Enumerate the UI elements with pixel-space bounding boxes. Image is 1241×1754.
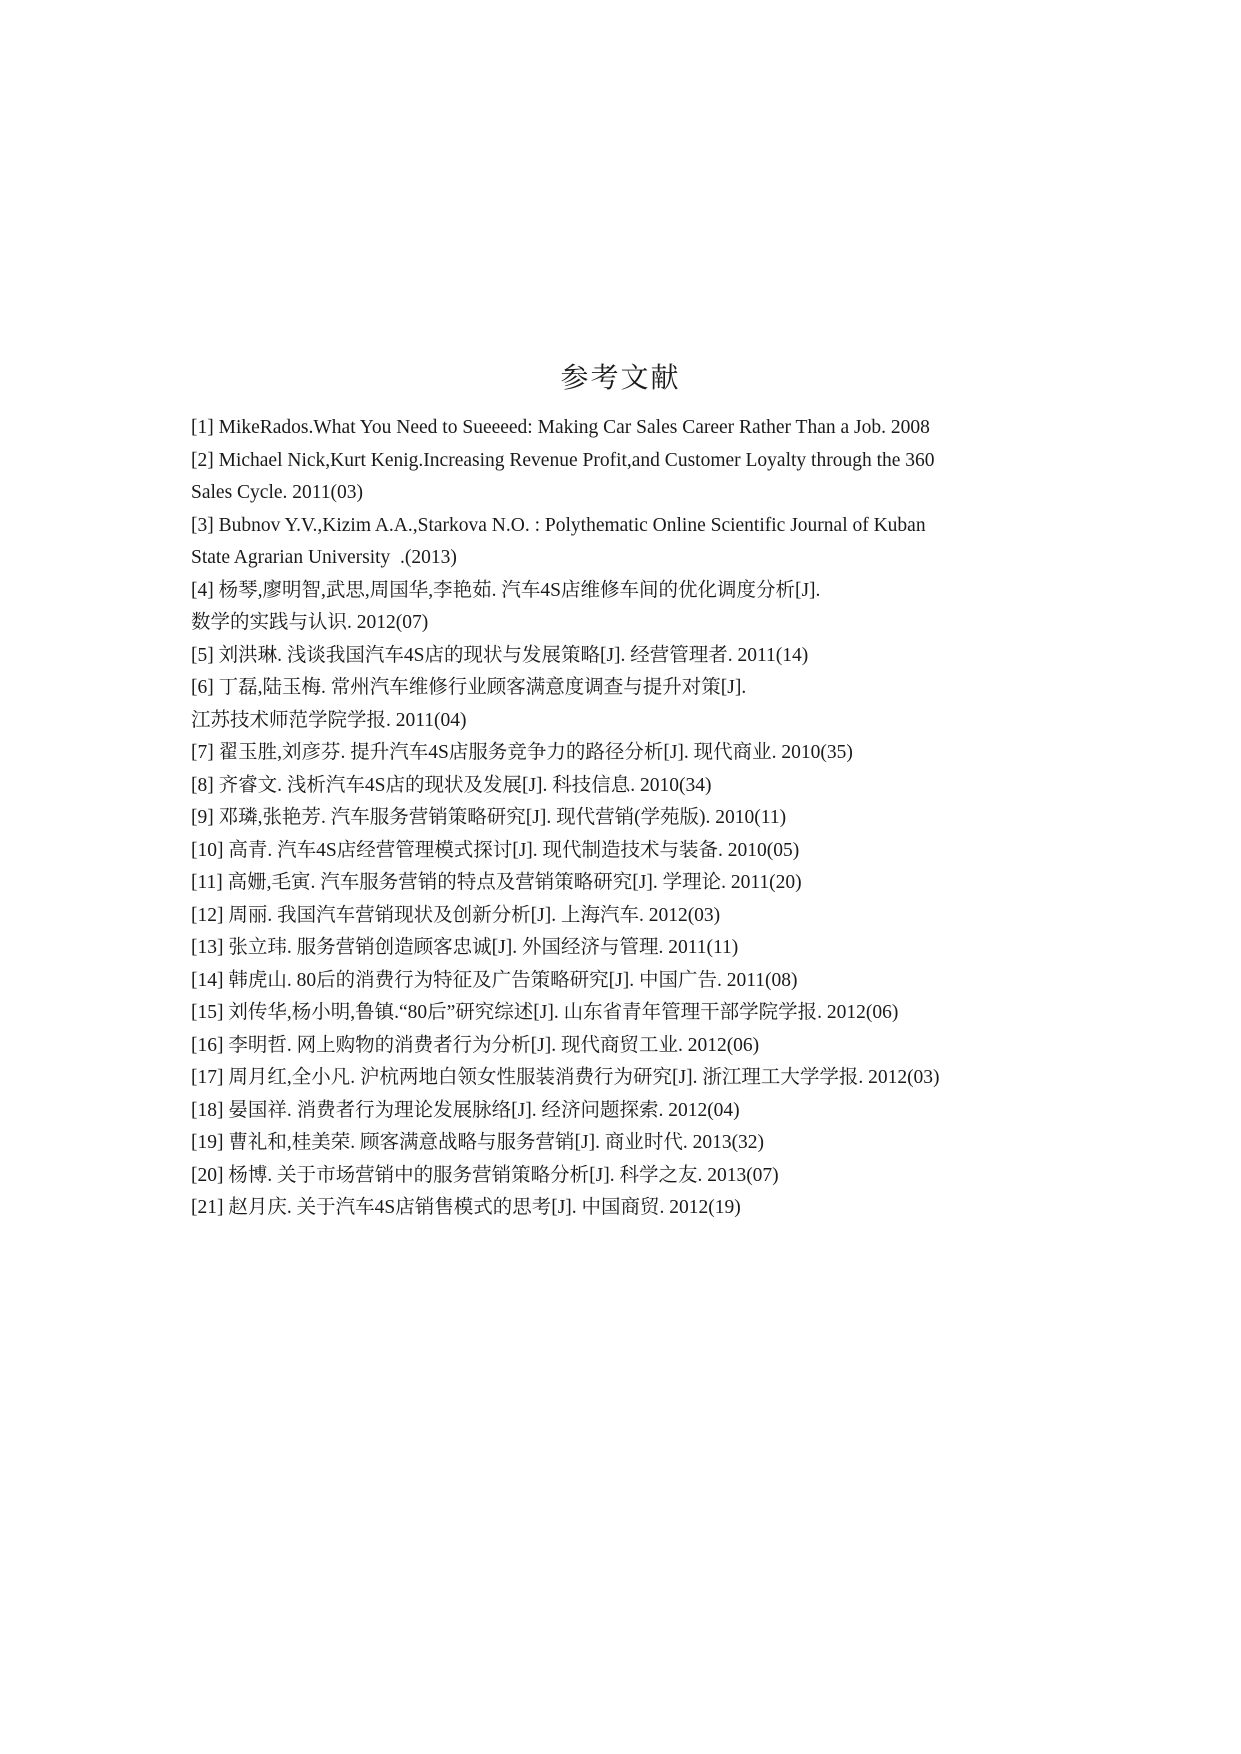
reference-item: [3] Bubnov Y.V.,Kizim A.A.,Starkova N.O. : Polythematic Online Scientific Journal of Kuban State Agrarian University .(2013) [191, 514, 926, 568]
reference-item: [2] Michael Nick,Kurt Kenig.Increasing Revenue Profit,and Customer Loyalty through the 360 Sales Cycle. 2011(03) [191, 449, 935, 503]
reference-item: [9] 邓璘,张艳芳. 汽车服务营销策略研究[J]. 现代营销(学苑版). 2010(11) [191, 807, 787, 828]
reference-item: [16] 李明哲. 网上购物的消费者行为分析[J]. 现代商贸工业. 2012(06) [191, 1034, 760, 1056]
reference-item: [20] 杨博. 关于市场营销中的服务营销策略分析[J]. 科学之友. 2013(07) [191, 1164, 779, 1186]
reference-item: [13] 张立玮. 服务营销创造顾客忠诚[J]. 外国经济与管理. 2011(11) [191, 937, 739, 958]
reference-item: [4] 杨琴,廖明智,武思,周国华,李艳茹. 汽车4S店维修车间的优化调度分析[J]. 数学的实践与认识. 2012(07) [191, 579, 821, 633]
reference-item: [1] MikeRados.What You Need to Sueeeed: Making Car Sales Career Rather Than a Job. 2008 [191, 417, 930, 438]
reference-list [191, 412, 1051, 1225]
reference-item: [17] 周月红,全小凡. 沪杭两地白领女性服装消费行为研究[J]. 浙江理工大学学报. 2012(03) [191, 1067, 940, 1088]
reference-item: [18] 晏国祥. 消费者行为理论发展脉络[J]. 经济问题探索. 2012(04) [191, 1099, 740, 1121]
reference-item: [11] 高姗,毛寅. 汽车服务营销的特点及营销策略研究[J]. 学理论. 2011(20) [191, 872, 802, 893]
reference-item: [15] 刘传华,杨小明,鲁镇.“80后”研究综述[J]. 山东省青年管理干部学院学报. 2012(06) [191, 1002, 899, 1023]
reference-item: [19] 曹礼和,桂美荣. 顾客满意战略与服务营销[J]. 商业时代. 2013(32) [191, 1132, 765, 1153]
reference-item: [12] 周丽. 我国汽车营销现状及创新分析[J]. 上海汽车. 2012(03) [191, 904, 721, 926]
reference-item: [10] 高青. 汽车4S店经营管理模式探讨[J]. 现代制造技术与装备. 2010(05) [191, 839, 800, 861]
page-title: 参考文献 [560, 361, 681, 394]
reference-item: [5] 刘洪琳. 浅谈我国汽车4S店的现状与发展策略[J]. 经营管理者. 2011(14) [191, 644, 809, 666]
reference-item: [14] 韩虎山. 80后的消费行为特征及广告策略研究[J]. 中国广告. 2011(08) [191, 969, 798, 991]
reference-item: [6] 丁磊,陆玉梅. 常州汽车维修行业顾客满意度调查与提升对策[J]. 江苏技术师范学院学报. 2011(04) [191, 677, 747, 731]
reference-item: [8] 齐睿文. 浅析汽车4S店的现状及发展[J]. 科技信息. 2010(34) [191, 774, 712, 796]
reference-item: [21] 赵月庆. 关于汽车4S店销售模式的思考[J]. 中国商贸. 2012(19) [191, 1197, 741, 1218]
reference-item: [7] 翟玉胜,刘彦芬. 提升汽车4S店服务竞争力的路径分析[J]. 现代商业. 2010(35) [191, 742, 853, 763]
